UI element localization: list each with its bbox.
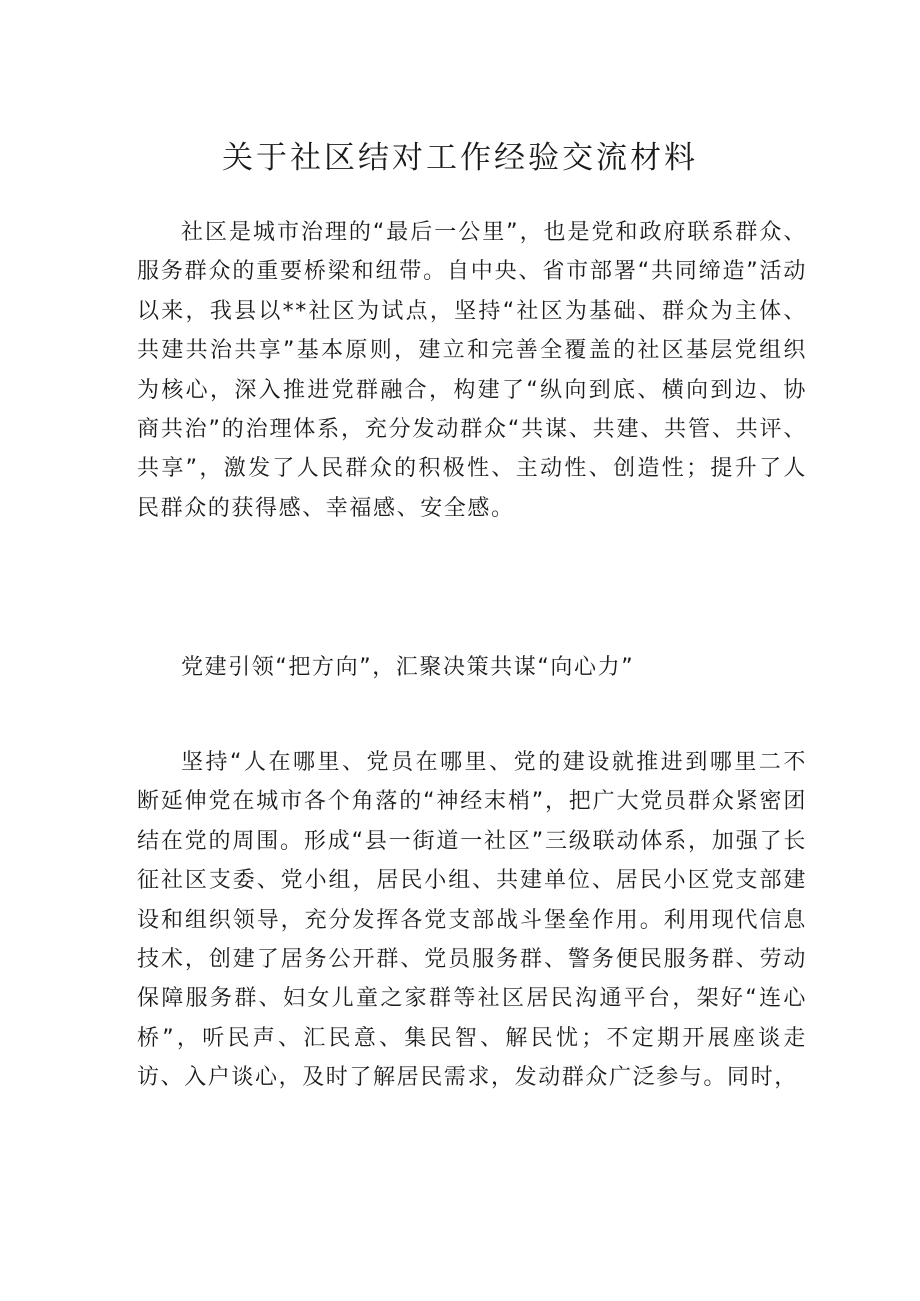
document-title: 关于社区结对工作经验交流材料 xyxy=(222,140,698,176)
section-paragraph: 坚持“人在哪里、党员在哪里、党的建设就推进到哪里二不断延伸党在城市各个角落的“神经末梢”，把广大党员群众紧密团结在党的周围。形成“县一街道一社区”三级联动体系，加强了长征社区支委、党小组，居民小组、共建单位、居民小区党支部建设和组织领导，充分发挥各党支部战斗堡垒作用。利用现代信息技术，创建了居务公开群、党员服务群、警务便民服务群、劳动保障服务群、妇女儿童之家群等社区居民沟通平台，架好“连心桥”，听民声、汇民意、集民智、解民忧；不定期开展座谈走访、入户谈心，及时了解居民需求，发动群众广泛参与。同时， xyxy=(137,750,807,1091)
section-heading: 党建引领“把方向”，汇聚决策共谋“向心力” xyxy=(181,655,635,680)
intro-paragraph: 社区是城市治理的“最后一公里”，也是党和政府联系群众、服务群众的重要桥梁和纽带。自中央、省市部署“共同缔造”活动以来，我县以**社区为试点，坚持“社区为基础、群众为主体、共建共治共享”基本原则，建立和完善全覆盖的社区基层党组织为核心，深入推进党群融合，构建了“纵向到底、横向到边、协商共治”的治理体系，充分发动群众“共谋、共建、共管、共评、共享”，激发了人民群众的积极性、主动性、创造性；提升了人民群众的获得感、幸福感、安全感。 xyxy=(137,220,807,521)
